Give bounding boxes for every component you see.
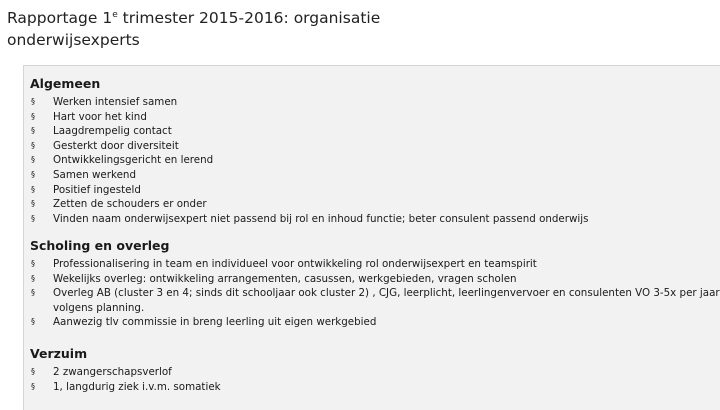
list-item-text: Werken intensief samen [53,96,178,108]
list-item [30,153,710,168]
list-item-text: Vinden naam onderwijsexpert niet passend bij rol en inhoud functie; beter consulent passend onderwijs [53,212,589,225]
list-item-text: 1, langdurig ziek i.v.m. somatiek [53,380,221,393]
list-item [30,95,710,110]
bullet-icon: § [31,97,35,106]
bullet-icon: § [31,126,35,136]
bullet-list [30,365,710,394]
bullet-list [30,95,710,226]
bullet-icon: § [31,259,35,268]
bullet-icon: § [31,317,35,327]
list-item [30,168,710,183]
list-item-text: Wekelijks overleg: ontwikkeling arrangementen, casussen, werkgebieden, vragen scholen [53,272,517,285]
section-heading: Verzuim [30,346,88,361]
list-item-text: Overleg AB (cluster 3 en 4; sinds dit schooljaar ook cluster 2) , CJG, leerplicht, leerlingenvervoer en consulenten VO 3-5x per jaar volgens planning. [53,287,720,314]
list-item [30,197,710,212]
bullet-icon: § [31,213,35,223]
section-scholing-en-overleg [30,238,720,330]
list-item [30,212,710,227]
bullet-icon: § [31,169,35,179]
bullet-icon: § [31,199,35,209]
list-item-text: Hart voor het kind [53,110,147,123]
title-line-1 [7,7,567,29]
bullet-icon: § [31,367,35,376]
bullet-icon: § [31,184,35,194]
bullet-icon: § [31,381,35,391]
list-item-text: Professionalisering in team en individueel voor ontwikkeling rol onderwijsexpert en teamspirit [53,258,537,270]
list-item [30,365,710,380]
title-superscript: e [112,9,118,20]
list-item-text: Zetten de schouders er onder [53,198,207,211]
slide-title [7,7,567,51]
list-item-text: Positief ingesteld [53,183,141,196]
title-suffix: trimester 2015-2016: organisatie [117,9,381,27]
section-verzuim [30,346,710,394]
list-item [30,380,710,395]
list-item [30,139,710,154]
bullet-icon: § [31,155,35,165]
list-item [30,286,720,315]
list-item [30,183,710,198]
bullet-list [30,257,720,330]
section-heading: Scholing en overleg [30,238,170,253]
list-item [30,257,710,272]
title-line-2: onderwijsexperts [7,31,140,49]
list-item [30,315,710,330]
list-item [30,272,710,287]
list-item-text: Gesterkt door diversiteit [53,139,179,152]
section-heading: Algemeen [30,76,101,91]
bullet-icon: § [31,273,35,283]
list-item-text: 2 zwangerschapsverlof [53,366,172,378]
list-item-text: Samen werkend [53,168,136,181]
section-algemeen [30,76,710,226]
bullet-icon: § [31,140,35,150]
list-item [30,110,710,125]
title-prefix: Rapportage 1 [7,9,113,27]
list-item-text: Ontwikkelingsgericht en lerend [53,154,214,167]
list-item-text: Aanwezig tlv commissie in breng leerling uit eigen werkgebied [53,316,377,329]
list-item [30,124,710,139]
bullet-icon: § [31,111,35,121]
list-item-text: Laagdrempelig contact [53,125,172,138]
bullet-icon: § [31,288,35,298]
